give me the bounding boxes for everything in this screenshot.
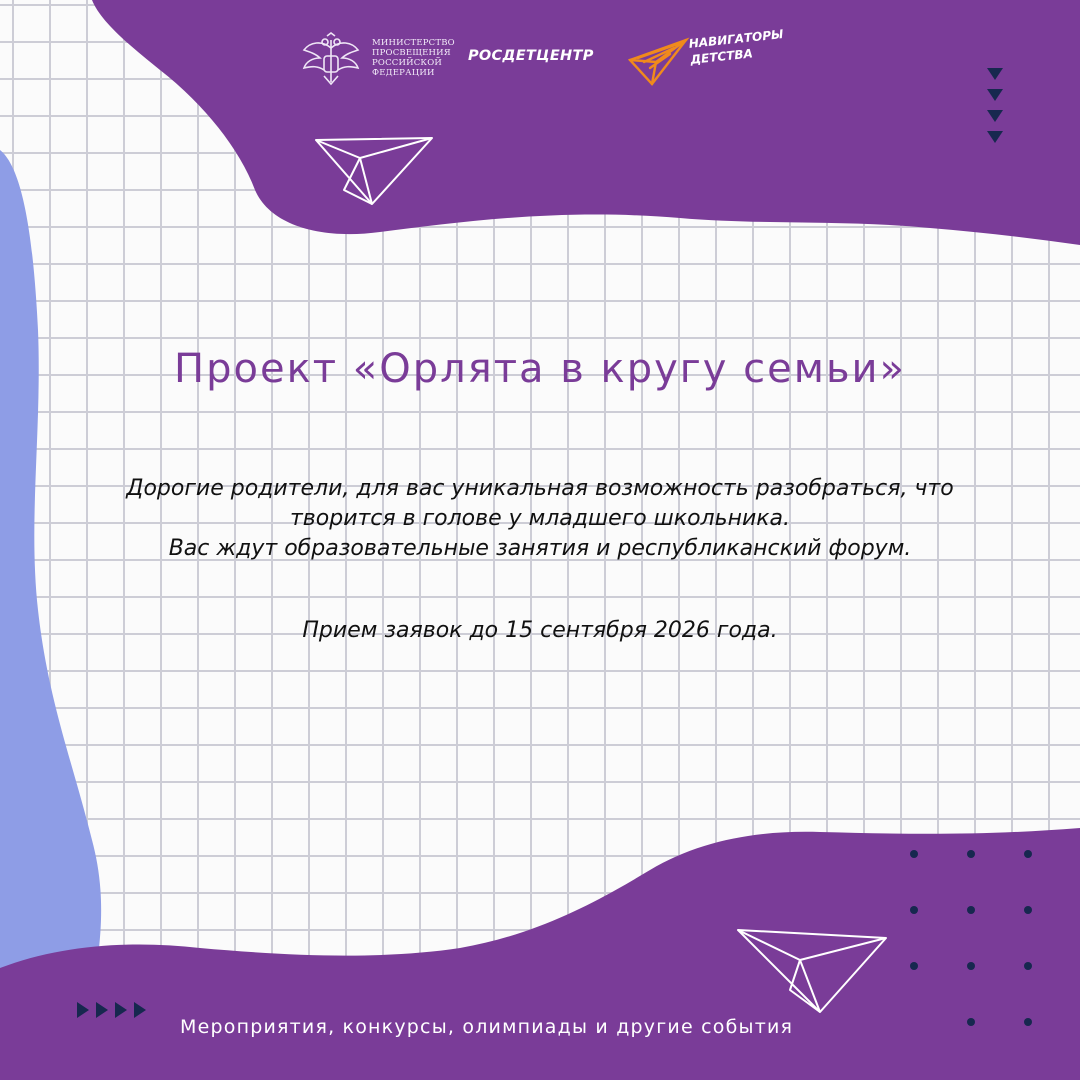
dot-icon: [1024, 1018, 1032, 1026]
ministry-name: [372, 38, 455, 78]
description-line: творится в голове у младшего школьника.: [289, 506, 791, 531]
ministry-line: ФЕДЕРАЦИИ: [372, 68, 435, 78]
dot-icon: [1024, 962, 1032, 970]
left-blob: [0, 150, 101, 1080]
dot-icon: [910, 962, 918, 970]
ministry-line: ПРОСВЕЩЕНИЯ: [372, 48, 451, 58]
dot-icon: [1024, 906, 1032, 914]
ministry-line: РОССИЙСКОЙ: [372, 58, 442, 68]
page-title: Проект «Орлята в кругу семьи»: [174, 346, 906, 392]
dot-icon: [967, 906, 975, 914]
dot-icon: [910, 850, 918, 858]
description-line: Вас ждут образовательные занятия и республиканский форум.: [168, 536, 912, 561]
navigators-name: [688, 26, 786, 68]
ministry-logo: [300, 30, 455, 90]
dot-icon: [967, 962, 975, 970]
navigators-line: НАВИГАТОРЫ: [688, 27, 785, 51]
navigators-line: ДЕТСТВА: [689, 46, 754, 67]
ministry-line: МИНИСТЕРСТВО: [372, 38, 455, 48]
dot-icon: [967, 850, 975, 858]
deadline-text: Прием заявок до 15 сентября 2026 года.: [302, 618, 778, 643]
dot-icon: [1024, 850, 1032, 858]
bottom-wave: [0, 828, 1080, 1080]
navigators-plane-icon: [626, 34, 690, 88]
description-line: Дорогие родители, для вас уникальная возможность разобраться, что: [126, 476, 954, 501]
navigators-logo: [626, 27, 786, 90]
footer-tagline: Мероприятия, конкурсы, олимпиады и другие события: [180, 1016, 794, 1038]
emblem-icon: [300, 32, 362, 88]
description: [40, 474, 1040, 564]
dot-icon: [967, 1018, 975, 1026]
rosdetcenter-logo: РОСДЕТЦЕНТР: [468, 48, 594, 64]
top-wave: [92, 0, 1080, 245]
dot-icon: [910, 906, 918, 914]
